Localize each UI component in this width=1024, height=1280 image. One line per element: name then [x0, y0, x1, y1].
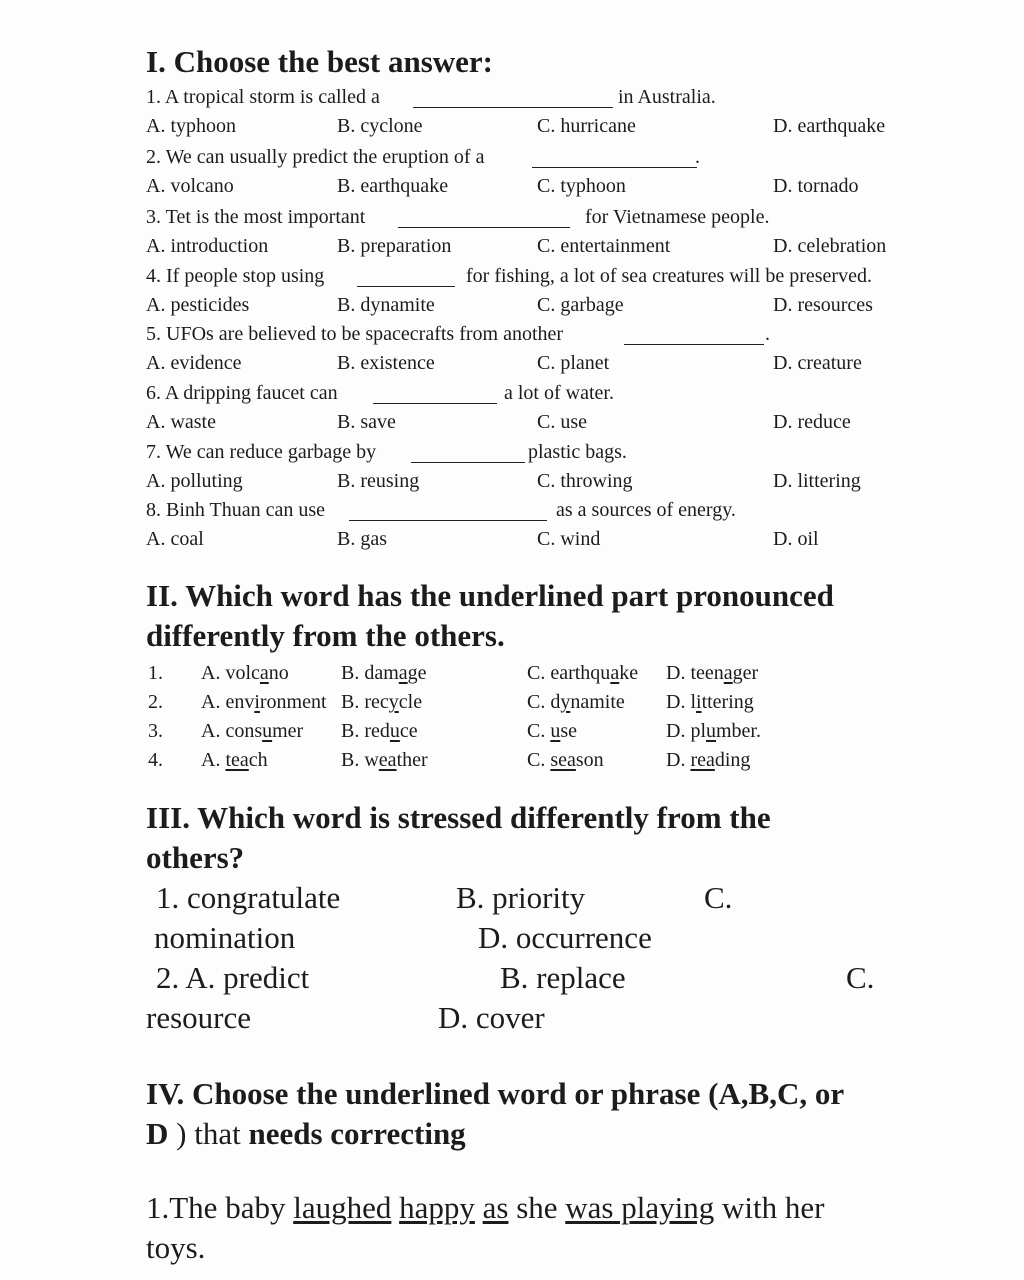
section3-q2-word1: 2. A. predict: [156, 960, 310, 995]
section3-title-line1: III. Which word is stressed differently from the: [146, 800, 771, 835]
question-2-blank: [532, 167, 697, 168]
question-4-option-c: C. garbage: [537, 294, 624, 316]
word-part: ger: [732, 662, 759, 684]
question-6-option-a: A. waste: [146, 411, 216, 433]
word-part: mer: [272, 720, 304, 742]
word-part: ronment: [259, 691, 327, 713]
underlined-sound: rea: [690, 749, 715, 771]
section4-title-bold: needs correcting: [248, 1116, 466, 1151]
word-part: no: [268, 662, 289, 684]
question-1-blank: [413, 107, 613, 108]
question-1-option-c: C. hurricane: [537, 115, 636, 137]
pron-row-4-option-c: [527, 749, 604, 772]
word-part: ttering: [701, 691, 754, 713]
question-7-option-d: D. littering: [773, 470, 861, 492]
question-4-blank: [357, 286, 455, 287]
question-5-option-c: C. planet: [537, 352, 610, 374]
underlined-sound: y: [388, 691, 399, 713]
question-2-text-after: .: [695, 146, 700, 168]
question-7-option-a: A. polluting: [146, 470, 243, 492]
question-2-option-a: A. volcano: [146, 175, 234, 197]
word-part: C. earthqu: [527, 662, 611, 684]
section4-title-plain: ) that: [168, 1116, 249, 1151]
question-4-text-after: for fishing, a lot of sea creatures will be preserved.: [466, 265, 872, 287]
underlined-sound: sea: [550, 749, 576, 771]
word-part: C. d: [527, 691, 561, 713]
question-5-text-after: .: [765, 323, 770, 345]
question-6-text: 6. A dripping faucet can: [146, 382, 338, 404]
word-part: A. env: [201, 691, 255, 713]
word-part: D. l: [666, 691, 696, 713]
underlined-sound: a: [398, 662, 408, 684]
question-5-blank: [624, 344, 764, 345]
question-3-text-after: for Vietnamese people.: [585, 206, 770, 228]
sentence-mid: she: [508, 1190, 566, 1225]
word-part: A.: [201, 749, 226, 771]
word-part: B. dam: [341, 662, 399, 684]
section4-sentence-line2: toys.: [146, 1230, 206, 1265]
pron-row-3-option-b: [341, 720, 418, 743]
section3-title-line2: others?: [146, 840, 245, 875]
question-5-option-a: A. evidence: [146, 352, 242, 374]
question-2-text: 2. We can usually predict the eruption of a: [146, 146, 485, 168]
question-7-text-after: plastic bags.: [528, 441, 627, 463]
underlined-sound: tea: [225, 749, 249, 771]
question-6-option-b: B. save: [337, 411, 396, 433]
underlined-sound: ea: [378, 749, 397, 771]
word-part: C.: [527, 749, 551, 771]
word-part: ce: [399, 720, 418, 742]
word-part: namite: [570, 691, 625, 713]
section1-title: I. Choose the best answer:: [146, 44, 494, 79]
question-1-text: 1. A tropical storm is called a: [146, 86, 380, 108]
pron-row-4-option-a: [201, 749, 268, 772]
question-1-text-after: in Australia.: [618, 86, 716, 108]
underlined-option-c: as: [482, 1190, 509, 1225]
underlined-sound: u: [389, 720, 400, 742]
pron-row-2-number: 2.: [148, 691, 163, 713]
pron-row-3-option-a: [201, 720, 303, 743]
pron-row-4-option-d: [666, 749, 750, 772]
section3-q2-word3: C.: [846, 960, 875, 995]
question-7-blank: [411, 462, 525, 463]
question-8-text-after: as a sources of energy.: [556, 499, 736, 521]
question-2-option-d: D. tornado: [773, 175, 859, 197]
pron-row-1-number: 1.: [148, 662, 163, 684]
word-part: ding: [714, 749, 751, 771]
section3-q2-word5: D. cover: [438, 1000, 545, 1035]
word-part: C.: [527, 720, 551, 742]
underlined-sound: u: [550, 720, 561, 742]
sentence-suffix: with her: [714, 1190, 825, 1225]
word-part: mber.: [716, 720, 761, 742]
question-8-option-c: C. wind: [537, 528, 601, 550]
pron-row-3-option-c: [527, 720, 577, 743]
question-7-option-b: B. reusing: [337, 470, 420, 492]
word-part: cle: [398, 691, 423, 713]
pron-row-1-option-a: [201, 662, 289, 685]
underlined-sound: i: [254, 691, 260, 713]
underlined-sound: u: [706, 720, 716, 742]
word-part: ther: [396, 749, 428, 771]
section2-title-line2: differently from the others.: [146, 618, 505, 653]
question-1-option-d: D. earthquake: [773, 115, 886, 137]
section3-q2-word2: B. replace: [500, 960, 626, 995]
sentence-prefix: 1.The baby: [146, 1190, 294, 1225]
question-5-option-d: D. creature: [773, 352, 862, 374]
pron-row-1-option-c: [527, 662, 638, 685]
section3-q1-word1: 1. congratulate: [156, 880, 341, 915]
pron-row-2-option-d: [666, 691, 754, 714]
word-part: ke: [619, 662, 639, 684]
section3-q1-word3: C.: [704, 880, 733, 915]
question-6-blank: [373, 403, 497, 404]
question-6-option-d: D. reduce: [773, 411, 851, 433]
question-6-option-c: C. use: [537, 411, 587, 433]
section2-title-line1: II. Which word has the underlined part pronounced: [146, 578, 834, 613]
word-part: D. teen: [666, 662, 724, 684]
underlined-sound: a: [259, 662, 269, 684]
word-part: B. red: [341, 720, 390, 742]
underlined-option-a: laughed: [293, 1190, 392, 1225]
word-part: se: [560, 720, 578, 742]
question-5-text: 5. UFOs are believed to be spacecrafts from another: [146, 323, 564, 345]
pron-row-1-option-b: [341, 662, 427, 685]
question-8-blank: [349, 520, 547, 521]
question-5-option-b: B. existence: [337, 352, 435, 374]
question-3-option-b: B. preparation: [337, 235, 452, 257]
section4-title-letter: D: [146, 1116, 169, 1151]
underlined-sound: a: [610, 662, 620, 684]
question-7-text: 7. We can reduce garbage by: [146, 441, 377, 463]
question-3-blank: [398, 227, 570, 228]
section4-title-line1: IV. Choose the underlined word or phrase (A,B,C, or: [146, 1076, 845, 1111]
pron-row-2-option-a: [201, 691, 327, 714]
section3-q2-word4: resource: [146, 1000, 251, 1035]
question-3-option-a: A. introduction: [146, 235, 269, 257]
question-2-option-c: C. typhoon: [537, 175, 626, 197]
question-7-option-c: C. throwing: [537, 470, 633, 492]
question-2-option-b: B. earthquake: [337, 175, 449, 197]
question-3-option-c: C. entertainment: [537, 235, 671, 257]
pron-row-2-option-b: [341, 691, 422, 714]
question-4-option-a: A. pesticides: [146, 294, 250, 316]
underlined-sound: y: [560, 691, 571, 713]
question-6-text-after: a lot of water.: [504, 382, 614, 404]
pron-row-3-option-d: [666, 720, 761, 743]
section3-q1-word2: B. priority: [456, 880, 586, 915]
question-8-option-a: A. coal: [146, 528, 204, 550]
word-part: ge: [407, 662, 427, 684]
question-4-option-b: B. dynamite: [337, 294, 435, 316]
question-3-option-d: D. celebration: [773, 235, 887, 257]
word-part: ch: [248, 749, 268, 771]
question-3-text: 3. Tet is the most important: [146, 206, 366, 228]
question-8-option-d: D. oil: [773, 528, 819, 550]
pron-row-2-option-c: [527, 691, 625, 714]
question-4-text: 4. If people stop using: [146, 265, 325, 287]
section3-q1-word4: nomination: [154, 920, 296, 955]
word-part: son: [575, 749, 604, 771]
question-1-option-b: B. cyclone: [337, 115, 423, 137]
question-8-text: 8. Binh Thuan can use: [146, 499, 326, 521]
word-part: A. cons: [201, 720, 263, 742]
question-8-option-b: B. gas: [337, 528, 387, 550]
word-part: A. volc: [201, 662, 260, 684]
pron-row-1-option-d: [666, 662, 758, 685]
underlined-option-b: happy: [399, 1190, 475, 1225]
question-1-option-a: A. typhoon: [146, 115, 236, 137]
underlined-sound: a: [723, 662, 733, 684]
pron-row-4-option-b: [341, 749, 428, 772]
word-part: D.: [666, 749, 691, 771]
underlined-sound: i: [696, 691, 702, 713]
word-part: D. pl: [666, 720, 706, 742]
underlined-option-d: was playing: [565, 1190, 715, 1225]
word-part: B. w: [341, 749, 379, 771]
underlined-sound: u: [262, 720, 273, 742]
section4-sentence-line1: [146, 1190, 824, 1226]
pron-row-4-number: 4.: [148, 749, 163, 771]
question-4-option-d: D. resources: [773, 294, 873, 316]
word-part: B. rec: [341, 691, 389, 713]
pron-row-3-number: 3.: [148, 720, 163, 742]
section4-title-line2: [146, 1116, 466, 1152]
section3-q1-word5: D. occurrence: [478, 920, 652, 955]
